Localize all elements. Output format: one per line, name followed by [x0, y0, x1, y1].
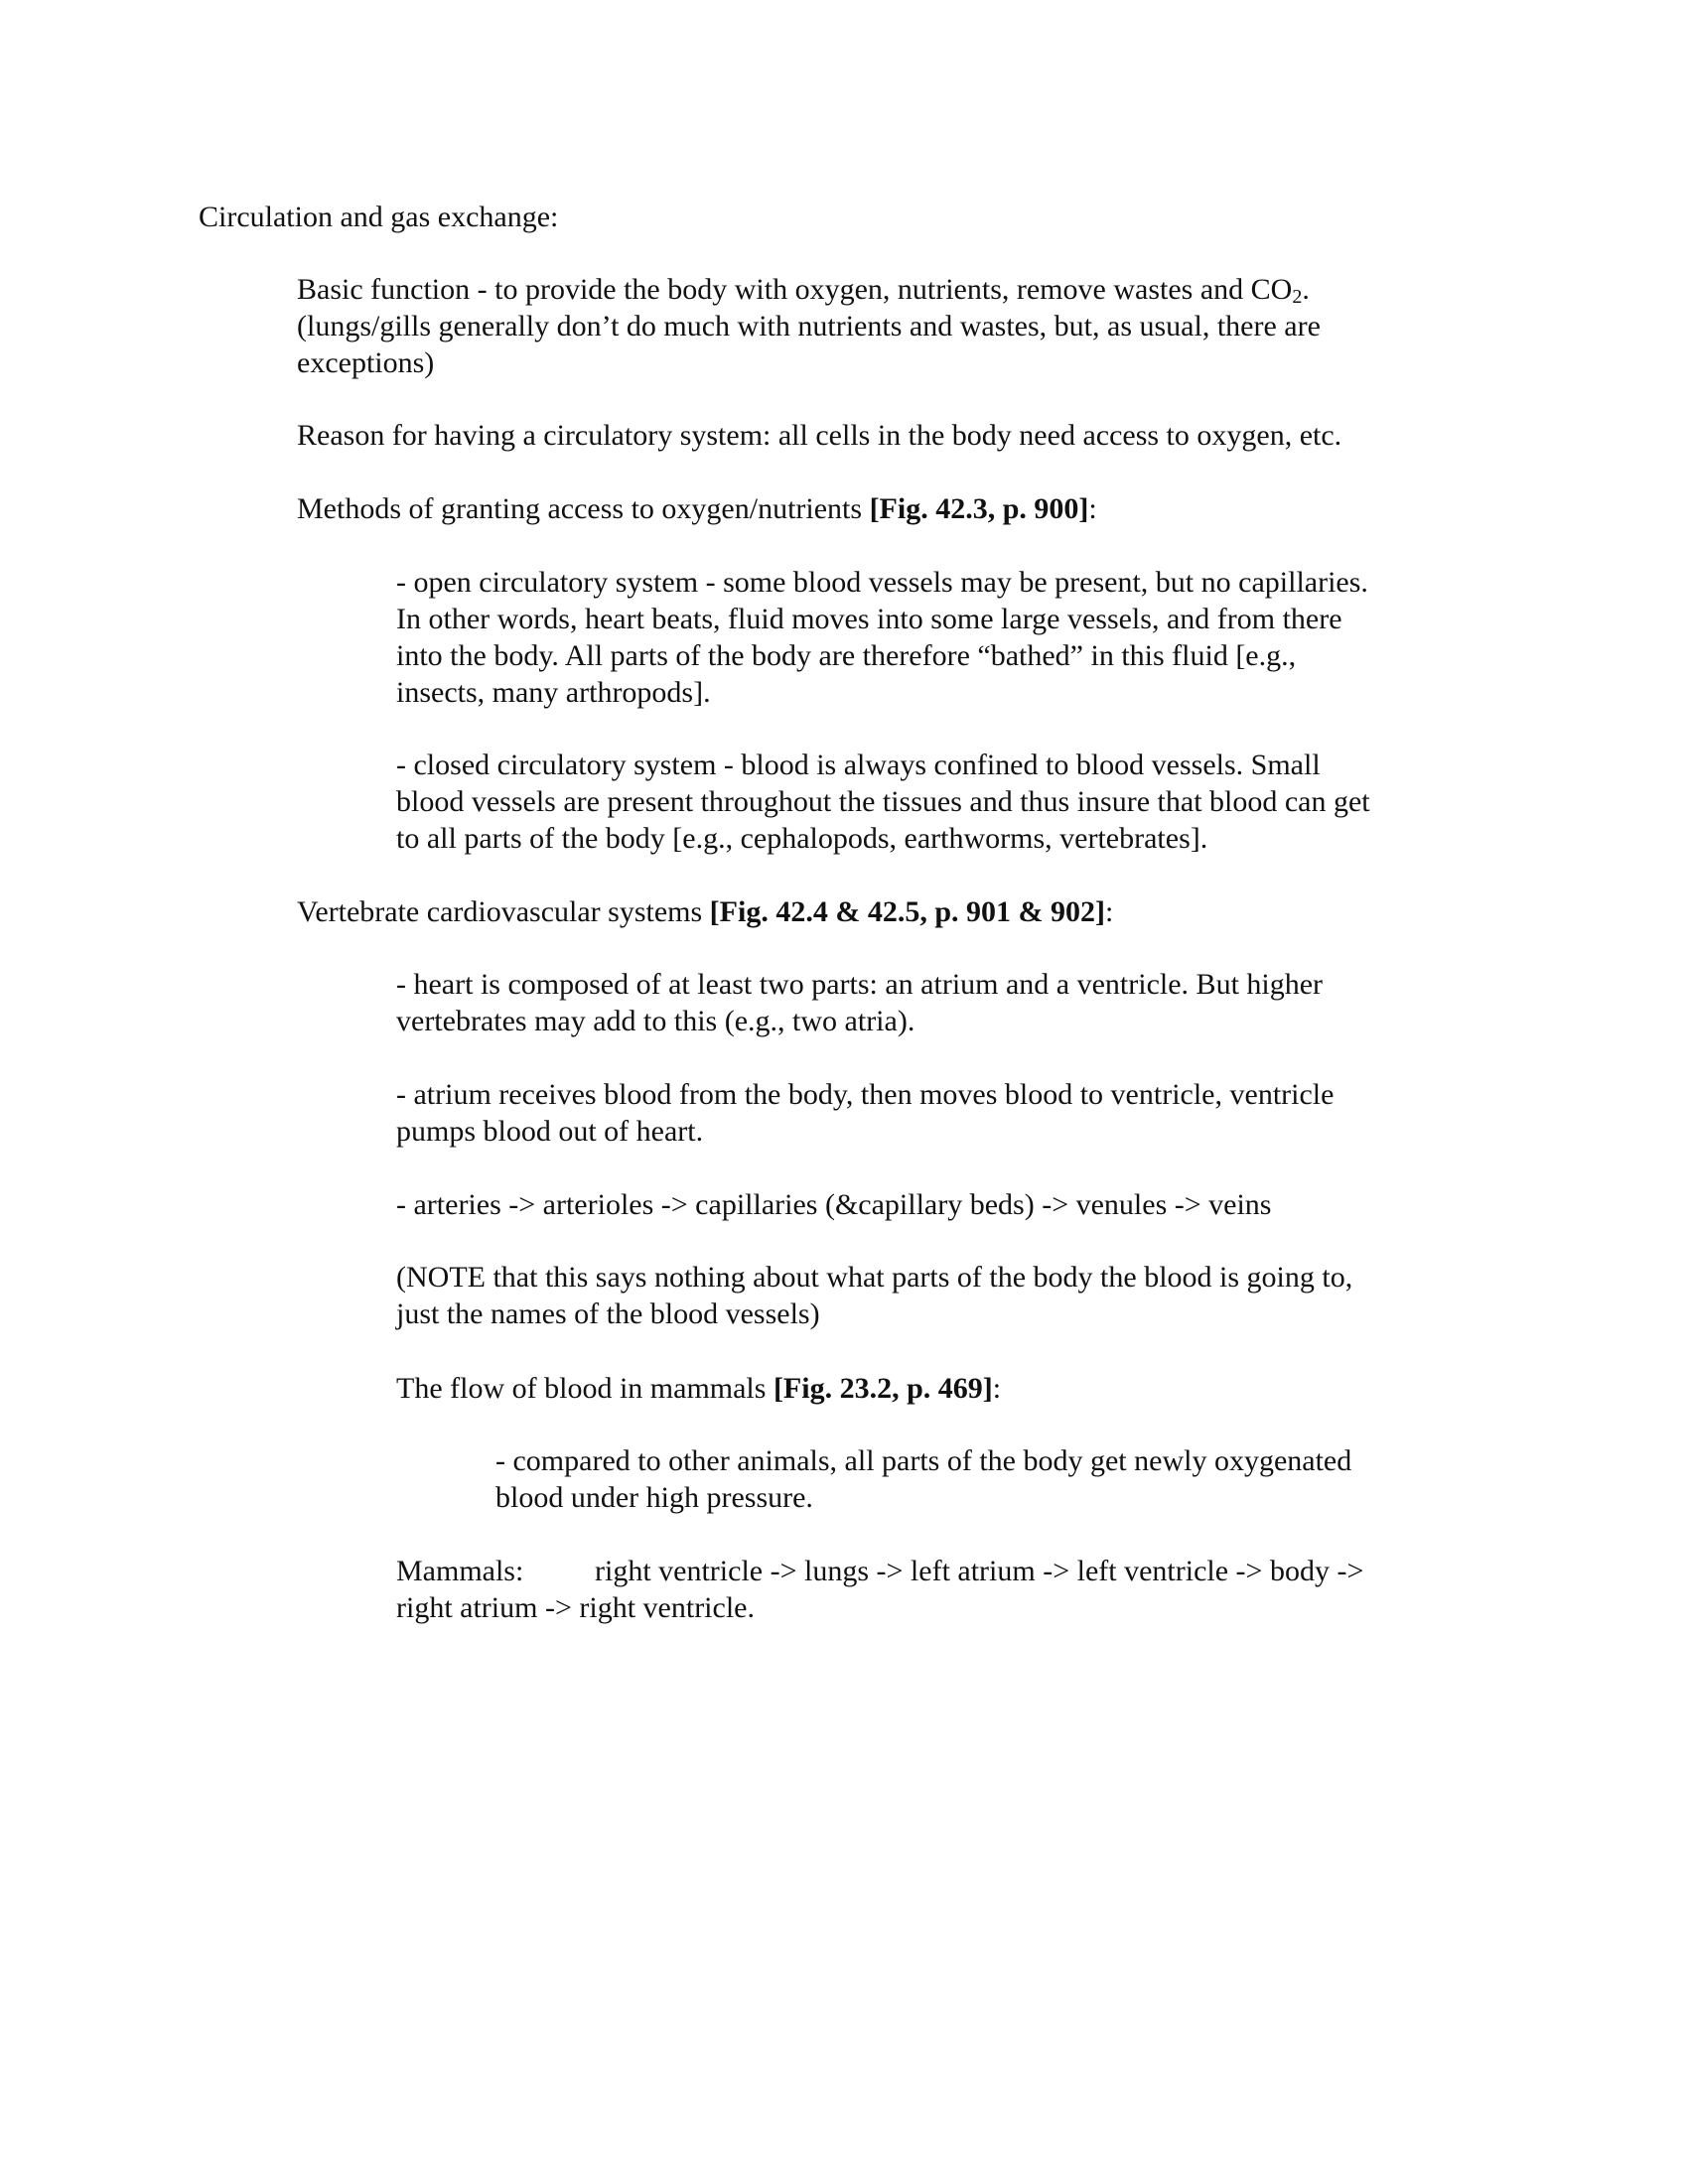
mammals-label: Mammals:: [396, 1555, 524, 1587]
compared-paragraph: - compared to other animals, all parts of the body get newly oxygenated blood under high pressure.: [495, 1444, 1352, 1514]
section-title-text: Circulation and gas exchange:: [199, 201, 559, 233]
note-paragraph: (NOTE that this says nothing about what parts of the body the blood is going to, just the names of the blood vessels): [396, 1261, 1353, 1330]
mammals-paragraph: [396, 1553, 1363, 1626]
heart-paragraph: - heart is composed of at least two parts: an atrium and a ventricle. But higher vertebrates may add to this (e.g., two atria).: [396, 968, 1324, 1037]
figure-reference: [Fig. 23.2, p. 469]: [773, 1372, 993, 1405]
basic-function-line-2: (lungs/gills generally don’t do much with nutrients and wastes, but, as usual, there are: [297, 310, 1321, 342]
mammals-line-1: Mammals: right ventricle -> lungs -> left atrium -> left ventricle -> body ->: [396, 1555, 1364, 1587]
section-title: [199, 199, 558, 235]
figure-reference: [Fig. 42.3, p. 900]: [869, 492, 1089, 525]
open-system-paragraph: - open circulatory system - some blood vessels may be present, but no capillaries. In other words, heart beats, fluid moves into some large vessels, and from there into the body. All parts of the body are therefore “bathed” in this fluid [e.g., insects, many arthropods].: [396, 566, 1368, 709]
vertebrate-paragraph: Vertebrate cardiovascular systems [Fig. 42.4 & 42.5, p. 901 & 902]:: [297, 895, 1114, 928]
co2-subscript: 2: [1292, 286, 1303, 308]
closed-system-paragraph: - closed circulatory system - blood is always confined to blood vessels. Small blood vessels are present throughout the tissues and thus insure that blood can get to all parts of the body [e.g., cephalopods, earthworms, vertebrates].: [396, 749, 1370, 855]
mammals-line-2: right atrium -> right ventricle.: [396, 1591, 755, 1624]
methods-paragraph: Methods of granting access to oxygen/nutrients [Fig. 42.3, p. 900]:: [297, 492, 1097, 525]
atrium-paragraph: - atrium receives blood from the body, then moves blood to ventricle, ventricle pumps blood out of heart.: [396, 1078, 1335, 1148]
vessels-paragraph: - arteries -> arterioles -> capillaries (&capillary beds) -> venules -> veins: [396, 1188, 1272, 1221]
basic-function-line-1: Basic function - to provide the body with oxygen, nutrients, remove wastes and $CO_2$.: [297, 273, 1310, 308]
figure-reference: [Fig. 42.4 & 42.5, p. 901 & 902]: [709, 895, 1105, 928]
reason-paragraph: Reason for having a circulatory system: all cells in the body need access to oxygen, etc.: [297, 419, 1342, 452]
basic-function-paragraph: [297, 271, 1321, 381]
flow-paragraph: The flow of blood in mammals [Fig. 23.2, p. 469]:: [396, 1372, 1002, 1405]
basic-function-line-3: exceptions): [297, 346, 435, 379]
